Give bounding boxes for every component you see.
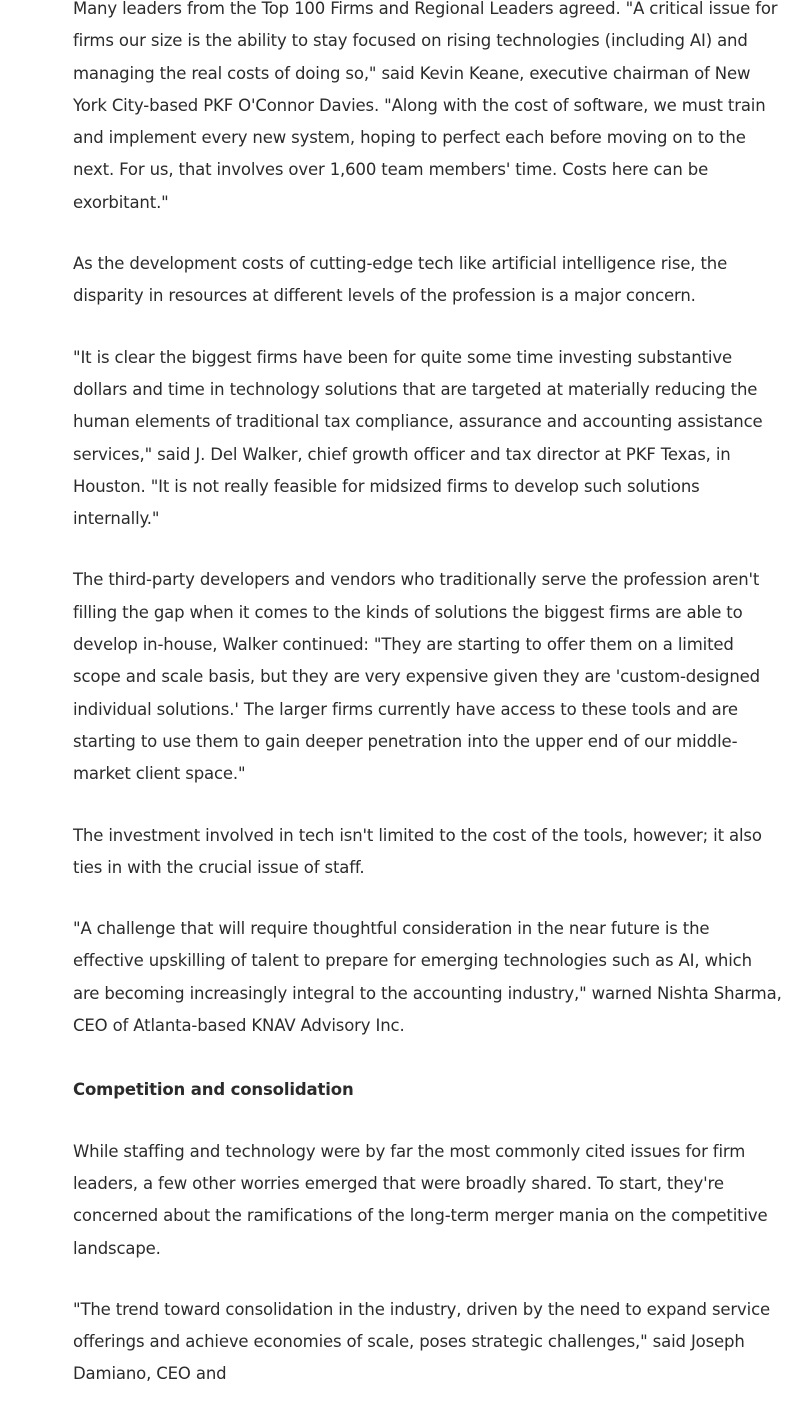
article-paragraph: "It is clear the biggest firms have been for quite some time investing substantive dollars and time in technology solutions that are targeted at materially reducing the human elements of traditional tax compliance, assurance and accounting assistance services," said J. Del Walker, chief growth officer and tax director at PKF Texas, in Houston. "It is not really feasible for midsized firms to develop such solutions internally." (73, 347, 763, 529)
article-paragraph: The third-party developers and vendors who traditionally serve the profession aren't filling the gap when it comes to the kinds of solutions the biggest firms are able to develop in-house, Walker continued: "They are starting to offer them on a limited scope and scale basis, but they are very expensive given they are 'custom-designed individual solutions.' The larger firms currently have access to these tools and are starting to use them to gain deeper penetration into the upper end of our middle-market client space." (73, 570, 760, 784)
article-paragraph: "A challenge that will require thoughtful consideration in the near future is the effective upskilling of talent to prepare for emerging technologies such as AI, which are becoming increasingly integral to the accounting industry," warned Nishta Sharma, CEO of Atlanta-based KNAV Advisory Inc. (73, 919, 782, 1036)
article-paragraph: While staffing and technology were by far the most commonly cited issues for firm leaders, a few other worries emerged that were broadly shared. To start, they're concerned about the ramifications of the long-term merger mania on the competitive landscape. (73, 1141, 768, 1258)
article-paragraph: As the development costs of cutting-edge tech like artificial intelligence rise, the disparity in resources at different levels of the profession is a major concern. (73, 254, 728, 306)
section-heading: Competition and consolidation (73, 1080, 354, 1100)
article-paragraph: Many leaders from the Top 100 Firms and Regional Leaders agreed. "A critical issue for firms our size is the ability to stay focused on rising technologies (including AI) and managing the real costs of doing so," said Kevin Keane, executive chairman of New York City-based PKF O'Connor Davies. "Along with the cost of software, we must train and implement every new system, hoping to perfect each before moving on to the next. For us, that involves over 1,600 team members' time. Costs here can be exorbitant." (73, 0, 778, 212)
article-body (73, 0, 783, 1420)
article-paragraph: "The trend toward consolidation in the industry, driven by the need to expand service offerings and achieve economies of scale, poses strategic challenges," said Joseph Damiano, CEO and (73, 1299, 771, 1384)
article-paragraph: The investment involved in tech isn't limited to the cost of the tools, however; it also ties in with the crucial issue of staff. (73, 825, 762, 877)
